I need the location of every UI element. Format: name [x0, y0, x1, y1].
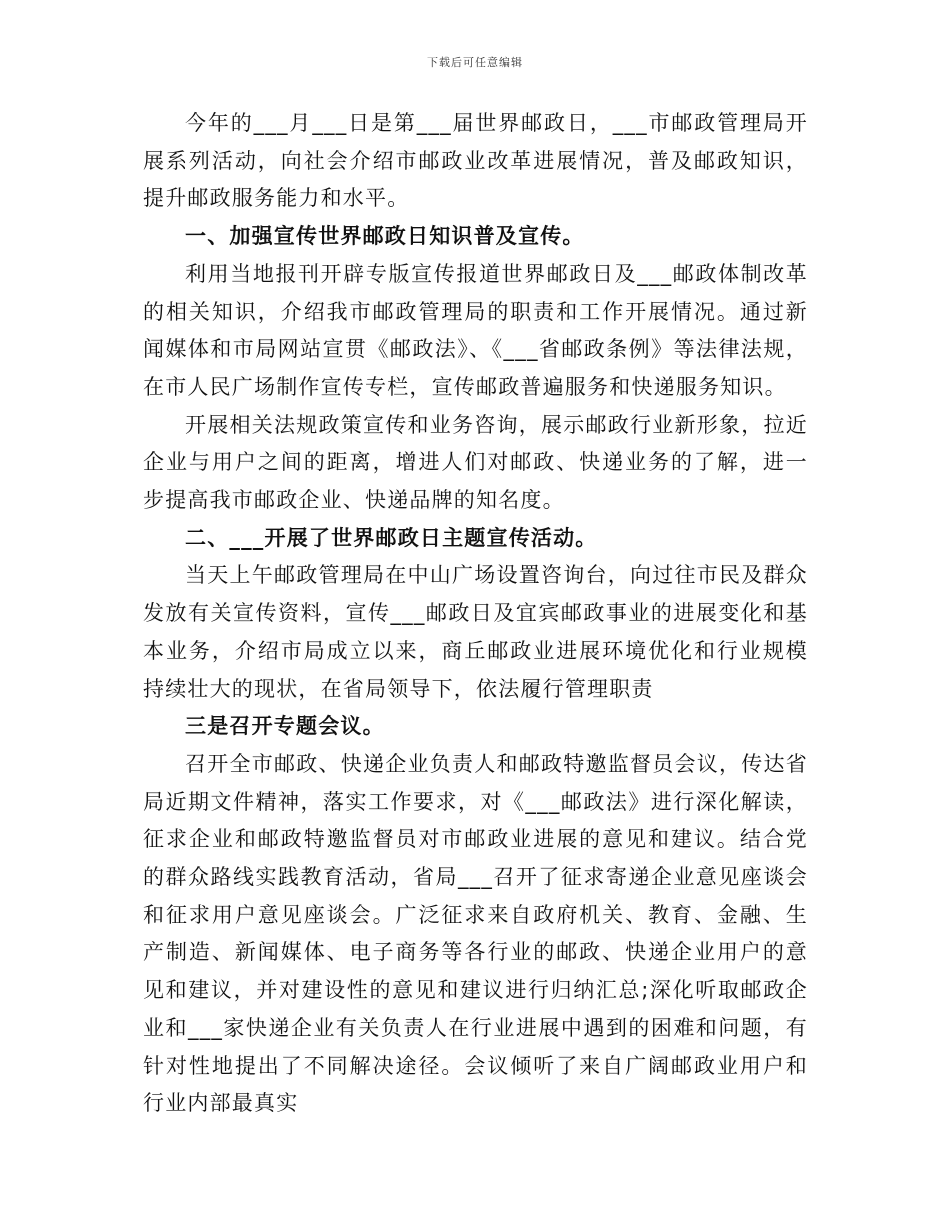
- section-1-paragraph-2: 开展相关法规政策宣传和业务咨询，展示邮政行业新形象，拉近企业与用户之间的距离，增进人们对邮政、快递业务的了解，进一步提高我市邮政企业、快递品牌的知名度。: [143, 412, 808, 513]
- section-1-paragraph-1: 利用当地报刊开辟专版宣传报道世界邮政日及___邮政体制改革的相关知识，介绍我市邮政管理局的职责和工作开展情况。通过新闻媒体和市局网站宣贯《邮政法》、《___省邮政条例》等法律法规，在市人民广场制作宣传专栏，宣传邮政普遍服务和快递服务知识。: [143, 261, 808, 399]
- section-1-heading: 一、加强宣传世界邮政日知识普及宣传。: [185, 224, 585, 249]
- download-edit-note: 下载后可任意编辑: [427, 56, 523, 69]
- document-body: [143, 105, 808, 1123]
- section-2-paragraph-1: 当天上午邮政管理局在中山广场设置咨询台，向过往市民及群众发放有关宣传资料，宣传___邮政日及宜宾邮政事业的进展变化和基本业务，介绍市局成立以来，商丘邮政业进展环境优化和行业规模持续壮大的现状，在省局领导下，依法履行管理职责: [143, 563, 808, 701]
- section-3-paragraph-1: 召开全市邮政、快递企业负责人和邮政特邀监督员会议，传达省局近期文件精神，落实工作要求，对《___邮政法》进行深化解读，征求企业和邮政特邀监督员对市邮政业进展的意见和建议。结合党的群众路线实践教育活动，省局___召开了征求寄递企业意见座谈会和征求用户意见座谈会。广泛征求来自政府机关、教育、金融、生产制造、新闻媒体、电子商务等各行业的邮政、快递企业用户的意见和建议，并对建设性的意见和建议进行归纳汇总;深化听取邮政企业和___家快递企业有关负责人在行业进展中遇到的困难和问题，有针对性地提出了不同解决途径。会议倾听了来自广阔邮政业用户和行业内部最真实: [143, 751, 808, 1116]
- intro-paragraph: 今年的___月___日是第___届世界邮政日，___市邮政管理局开展系列活动，向社会介绍市邮政业改革进展情况，普及邮政知识，提升邮政服务能力和水平。: [143, 111, 808, 211]
- section-2-heading: 二、___开展了世界邮政日主题宣传活动。: [185, 525, 598, 550]
- section-3-heading: 三是召开专题会议。: [185, 714, 385, 739]
